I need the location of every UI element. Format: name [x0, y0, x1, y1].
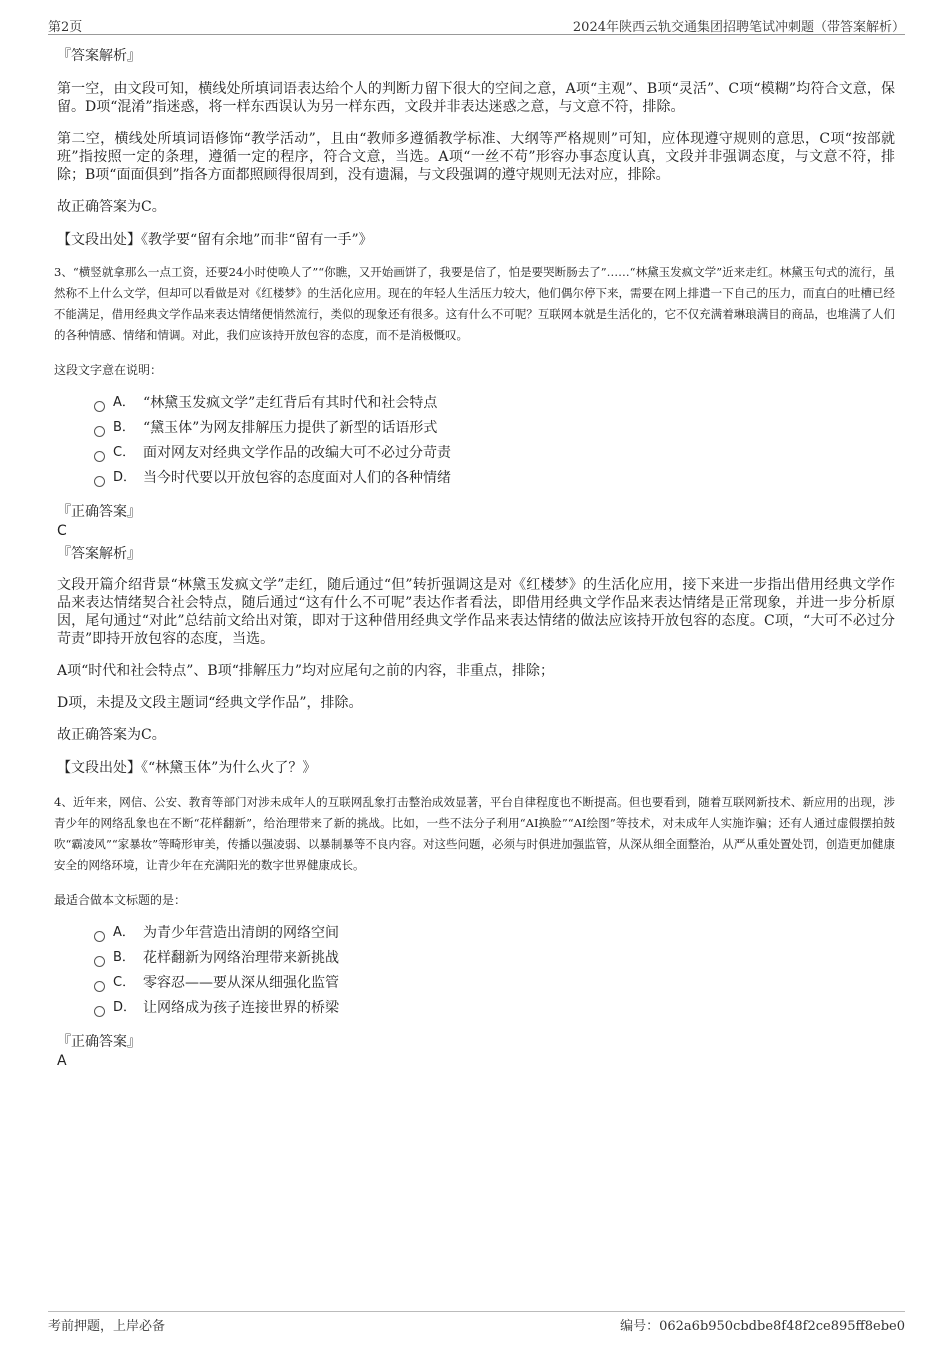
- document-title: 2024年陕西云轨交通集团招聘笔试冲刺题（带答案解析）: [572, 20, 905, 35]
- analysis-heading: 『答案解析』: [57, 48, 141, 64]
- radio-button-icon[interactable]: [94, 426, 105, 437]
- radio-button-icon[interactable]: [94, 931, 105, 942]
- correct-answer: A: [57, 1053, 67, 1069]
- analysis-paragraph: D项，未提及文段主题词“经典文学作品”，排除。: [57, 695, 363, 711]
- option-d[interactable]: D． 让网络成为孩子连接世界的桥梁: [94, 999, 895, 1024]
- option-b[interactable]: B． 花样翻新为网络治理带来新挑战: [94, 949, 895, 974]
- document-serial: 编号：062a6b950cbdbe8f48f2ce895ff8ebe0: [620, 1319, 905, 1334]
- question-3-text: 3、“横竖就拿那么一点工资，还要24小时使唤人了”“你瞧，又开始画饼了，我要是信了，怕是要哭断肠去了”……“林黛玉发疯文学”近来走红。林黛玉句式的流行，虽然称不上什么文学，但却可以看做是对《红楼梦》的生活化应用。现在的年轻人生活压力较大，他们偶尔停下来，需要在网上排遣一下自己的压力，而直白的吐槽已经不能满足，借用经典文学作品来表达情绪便悄然流行，类似的现象还有很多。这有什么不可呢？互联网本就是生活化的，它不仅充满着琳琅满目的商品，也堆满了人们的各种情感、情绪和情调。对此，我们应该持开放包容的态度，而不是消极慨叹。: [54, 265, 895, 342]
- conclusion-paragraph: 故正确答案为C。: [57, 727, 166, 743]
- analysis-paragraph: 第二空，横线处所填词语修饰“教学活动”，且由“教师多遵循教学标准、大纲等严格规则”可知，应体现遵守规则的意思，C项“按部就班”指按照一定的条理，遵循一定的程序，符合文意，当选。A项“一丝不苟”形容办事态度认真，文段并非强调态度，与文意不符，排除；B项“面面俱到”指各方面都照顾得很周到，没有遗漏，与文段强调的遵守规则无法对应，排除。: [57, 131, 895, 183]
- page-header: [48, 14, 905, 35]
- radio-button-icon[interactable]: [94, 401, 105, 412]
- option-c[interactable]: C． 面对网友对经典文学作品的改编大可不必过分苛责: [94, 444, 895, 469]
- analysis-paragraph: 第一空，由文段可知，横线处所填词语表达给个人的判断力留下很大的空间之意，A项“主观”、B项“灵活”、C项“模糊”均符合文意，保留。D项“混淆”指迷惑，将一样东西误认为另一样东西，文段并非表达迷惑之意，与文意不符，排除。: [57, 81, 895, 115]
- radio-button-icon[interactable]: [94, 1006, 105, 1017]
- option-a[interactable]: A． “林黛玉发疯文学”走红背后有其时代和社会特点: [94, 394, 895, 419]
- correct-answer-heading: 『正确答案』: [57, 1034, 141, 1050]
- analysis-paragraph: A项“时代和社会特点”、B项“排解压力”均对应尾句之前的内容，非重点，排除；: [57, 663, 555, 679]
- correct-answer-heading: 『正确答案』: [57, 504, 141, 520]
- question-4-prompt: 最适合做本文标题的是：: [54, 893, 187, 907]
- footer-slogan: 考前押题，上岸必备: [48, 1319, 166, 1334]
- correct-answer: C: [57, 523, 67, 539]
- source-citation: 【文段出处】《教学要“留有余地”而非“留有一手”》: [57, 232, 373, 248]
- question-4-options: [94, 924, 895, 1024]
- option-c[interactable]: C． 零容忍——要从深从细强化监管: [94, 974, 895, 999]
- radio-button-icon[interactable]: [94, 956, 105, 967]
- question-4-text: 4、近年来，网信、公安、教育等部门对涉未成年人的互联网乱象打击整治成效显著，平台自律程度也不断提高。但也要看到，随着互联网新技术、新应用的出现，涉青少年的网络乱象也在不断“花样翻新”，给治理带来了新的挑战。比如，一些不法分子利用“AI换脸”“AI绘图”等技术，对未成年人实施诈骗；还有人通过虚假摆拍鼓吹“霸凌风”“家暴妆”等畸形审美，传播以强凌弱、以暴制暴等不良内容。对这些问题，必须与时俱进加强监管，从深从细全面整治，从严从重处置处罚，创造更加健康安全的网络环境，让青少年在充满阳光的数字世界健康成长。: [54, 795, 895, 872]
- conclusion-paragraph: 故正确答案为C。: [57, 199, 166, 215]
- option-b[interactable]: B． “黛玉体”为网友排解压力提供了新型的话语形式: [94, 419, 895, 444]
- radio-button-icon[interactable]: [94, 451, 105, 462]
- option-d[interactable]: D． 当今时代要以开放包容的态度面对人们的各种情绪: [94, 469, 895, 494]
- question-3-prompt: 这段文字意在说明：: [54, 363, 163, 377]
- radio-button-icon[interactable]: [94, 981, 105, 992]
- analysis-heading: 『答案解析』: [57, 546, 141, 562]
- radio-button-icon[interactable]: [94, 476, 105, 487]
- source-citation: 【文段出处】《“林黛玉体”为什么火了？》: [57, 760, 317, 776]
- page-footer: [48, 1311, 905, 1334]
- page-content: [54, 46, 895, 1074]
- option-a[interactable]: A． 为青少年营造出清朗的网络空间: [94, 924, 895, 949]
- analysis-paragraph: 文段开篇介绍背景“林黛玉发疯文学”走红，随后通过“但”转折强调这是对《红楼梦》的生活化应用，接下来进一步指出借用经典文学作品来表达情绪契合社会特点，随后通过“这有什么不可呢”表达作者看法，即借用经典文学作品来表达情绪是正常现象，并进一步分析原因，尾句通过“对此”总结前文给出对策，即对于这种借用经典文学作品来表达情绪的做法应该持开放包容的态度。C项，“大可不必过分苛责”即持开放包容的态度，当选。: [57, 577, 895, 647]
- question-3-options: [94, 394, 895, 494]
- page-number: 第2页: [48, 20, 83, 35]
